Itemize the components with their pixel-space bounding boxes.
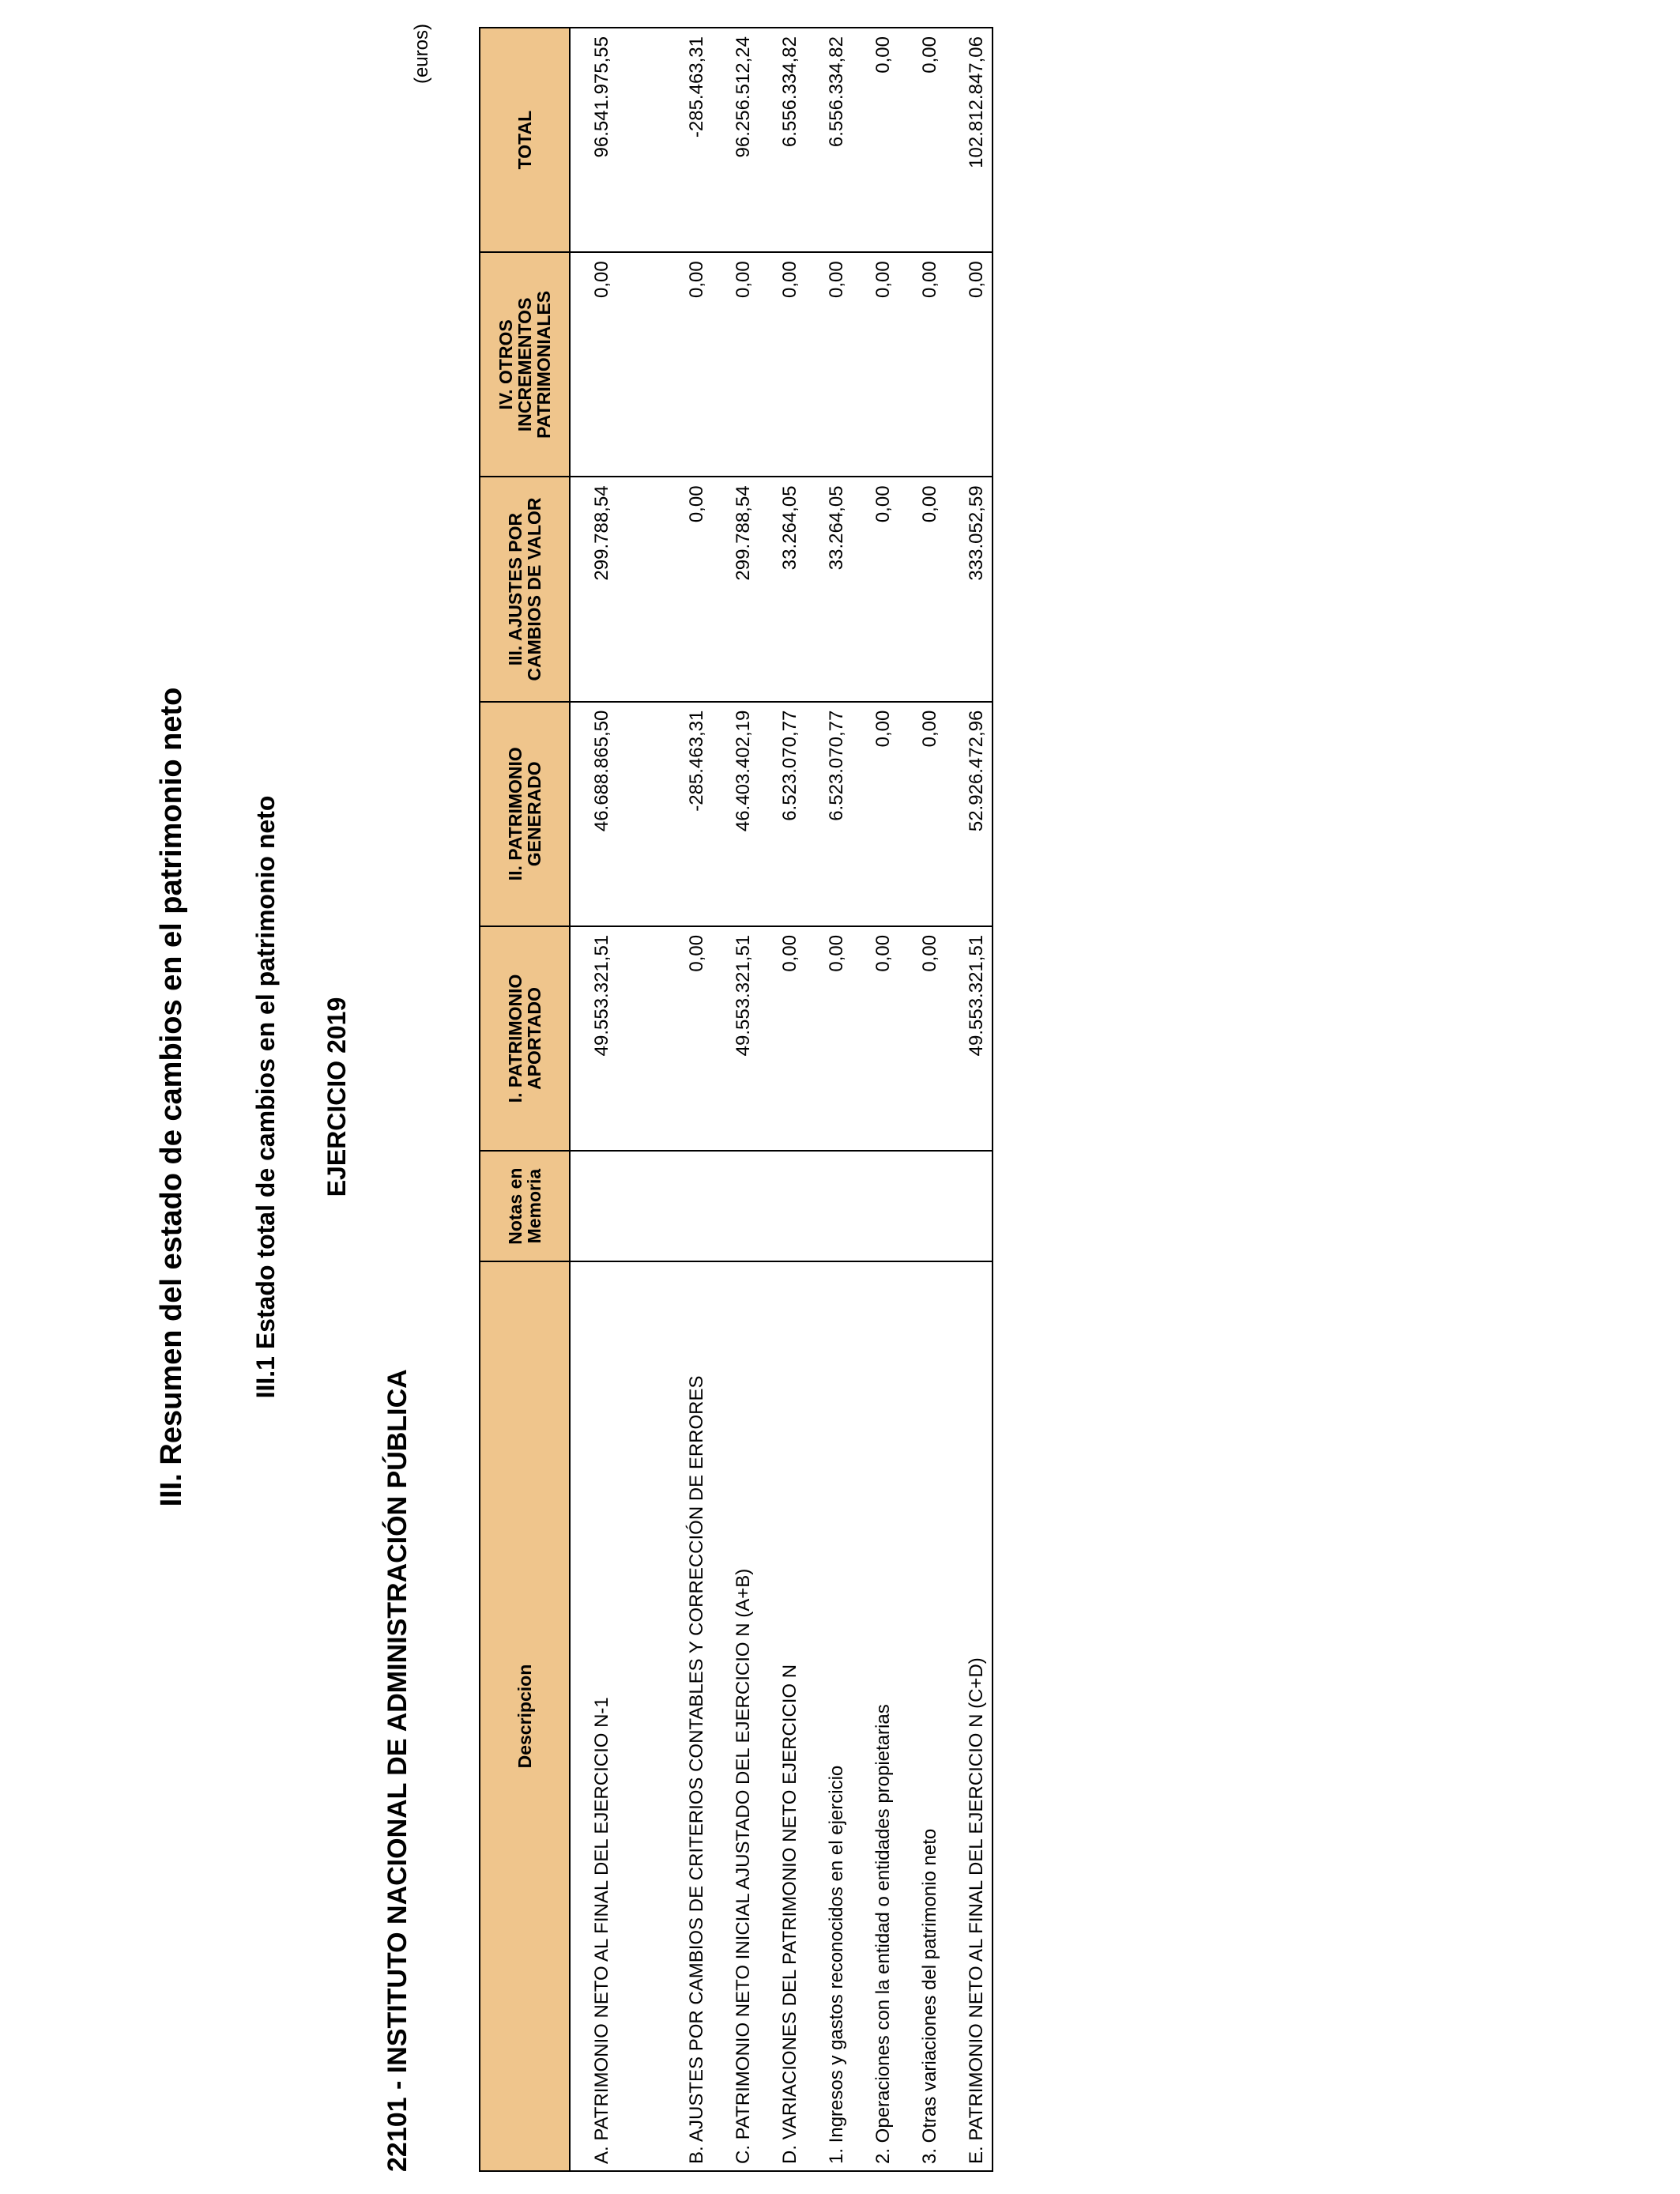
row-description: D. VARIACIONES DEL PATRIMONIO NETO EJERCICIO N: [759, 1261, 805, 2171]
header-ajustes: III. AJUSTES POR CAMBIOS DE VALOR: [480, 477, 570, 701]
row-aportado: 0,00: [852, 926, 898, 1151]
row-otros: 0,00: [805, 252, 852, 477]
row-aportado: 49.553.321,51: [945, 926, 993, 1151]
table-row: [712, 28, 759, 2171]
row-ajustes: 0,00: [852, 477, 898, 701]
row-otros: 0,00: [759, 252, 805, 477]
table-header-row: [480, 28, 570, 2171]
row-notes: [617, 1151, 712, 1261]
row-generado: 0,00: [898, 702, 945, 926]
table-row: [805, 28, 852, 2171]
row-total: 6.556.334,82: [805, 28, 852, 252]
row-generado: 46.688.865,50: [570, 702, 617, 926]
table-row: [570, 28, 617, 2171]
equity-changes-table: [479, 27, 987, 2172]
row-total: 102.812.847,06: [945, 28, 993, 252]
year-label: EJERCICIO 2019: [322, 997, 351, 1197]
row-description: 2. Operaciones con la entidad o entidades propietarias: [852, 1261, 898, 2171]
header-aportado: I. PATRIMONIO APORTADO: [480, 926, 570, 1151]
table-row: [852, 28, 898, 2171]
row-description: 1. Ingresos y gastos reconocidos en el ejercicio: [805, 1261, 852, 2171]
page-title: III. Resumen del estado de cambios en el patrimonio neto: [155, 687, 188, 1507]
table-row: [898, 28, 945, 2171]
row-aportado: 0,00: [805, 926, 852, 1151]
table-row: [945, 28, 993, 2171]
unit-label: (euros): [411, 24, 432, 85]
row-aportado: 49.553.321,51: [570, 926, 617, 1151]
row-otros: 0,00: [570, 252, 617, 477]
row-notes: [805, 1151, 852, 1261]
header-otros: IV. OTROS INCREMENTOS PATRIMONIALES: [480, 252, 570, 477]
header-descripcion: Descripcion: [480, 1261, 570, 2171]
row-ajustes: 0,00: [617, 477, 712, 701]
row-notes: [570, 1151, 617, 1261]
row-ajustes: 333.052,59: [945, 477, 993, 701]
header-total: TOTAL: [480, 28, 570, 252]
row-generado: 6.523.070,77: [759, 702, 805, 926]
row-otros: 0,00: [712, 252, 759, 477]
row-generado: 0,00: [852, 702, 898, 926]
page-subtitle: III.1 Estado total de cambios en el patrimonio neto: [251, 795, 280, 1399]
entity-name: 22101 - INSTITUTO NACIONAL DE ADMINISTRACIÓN PÚBLICA: [382, 1369, 412, 2172]
row-description: 3. Otras variaciones del patrimonio neto: [898, 1261, 945, 2171]
table-row: [759, 28, 805, 2171]
row-ajustes: 299.788,54: [712, 477, 759, 701]
row-notes: [852, 1151, 898, 1261]
row-aportado: 0,00: [617, 926, 712, 1151]
row-otros: 0,00: [945, 252, 993, 477]
row-ajustes: 299.788,54: [570, 477, 617, 701]
row-total: -285.463,31: [617, 28, 712, 252]
row-generado: 46.403.402,19: [712, 702, 759, 926]
header-notas: Notas en Memoria: [480, 1151, 570, 1261]
row-generado: 6.523.070,77: [805, 702, 852, 926]
row-notes: [945, 1151, 993, 1261]
table-row: [617, 28, 712, 2171]
row-generado: -285.463,31: [617, 702, 712, 926]
row-notes: [898, 1151, 945, 1261]
row-aportado: 0,00: [759, 926, 805, 1151]
row-ajustes: 33.264,05: [805, 477, 852, 701]
row-total: 0,00: [898, 28, 945, 252]
row-otros: 0,00: [898, 252, 945, 477]
row-total: 96.256.512,24: [712, 28, 759, 252]
row-total: 0,00: [852, 28, 898, 252]
row-ajustes: 0,00: [898, 477, 945, 701]
row-notes: [712, 1151, 759, 1261]
row-description: B. AJUSTES POR CAMBIOS DE CRITERIOS CONTABLES Y CORRECCIÓN DE ERRORES: [617, 1261, 712, 2171]
row-otros: 0,00: [617, 252, 712, 477]
row-description: C. PATRIMONIO NETO INICIAL AJUSTADO DEL EJERCICIO N (A+B): [712, 1261, 759, 2171]
row-ajustes: 33.264,05: [759, 477, 805, 701]
row-total: 6.556.334,82: [759, 28, 805, 252]
row-generado: 52.926.472,96: [945, 702, 993, 926]
header-generado: II. PATRIMONIO GENERADO: [480, 702, 570, 926]
row-description: A. PATRIMONIO NETO AL FINAL DEL EJERCICIO N-1: [570, 1261, 617, 2171]
row-otros: 0,00: [852, 252, 898, 477]
row-description: E. PATRIMONIO NETO AL FINAL DEL EJERCICIO N (C+D): [945, 1261, 993, 2171]
row-notes: [759, 1151, 805, 1261]
row-aportado: 49.553.321,51: [712, 926, 759, 1151]
row-total: 96.541.975,55: [570, 28, 617, 252]
row-aportado: 0,00: [898, 926, 945, 1151]
